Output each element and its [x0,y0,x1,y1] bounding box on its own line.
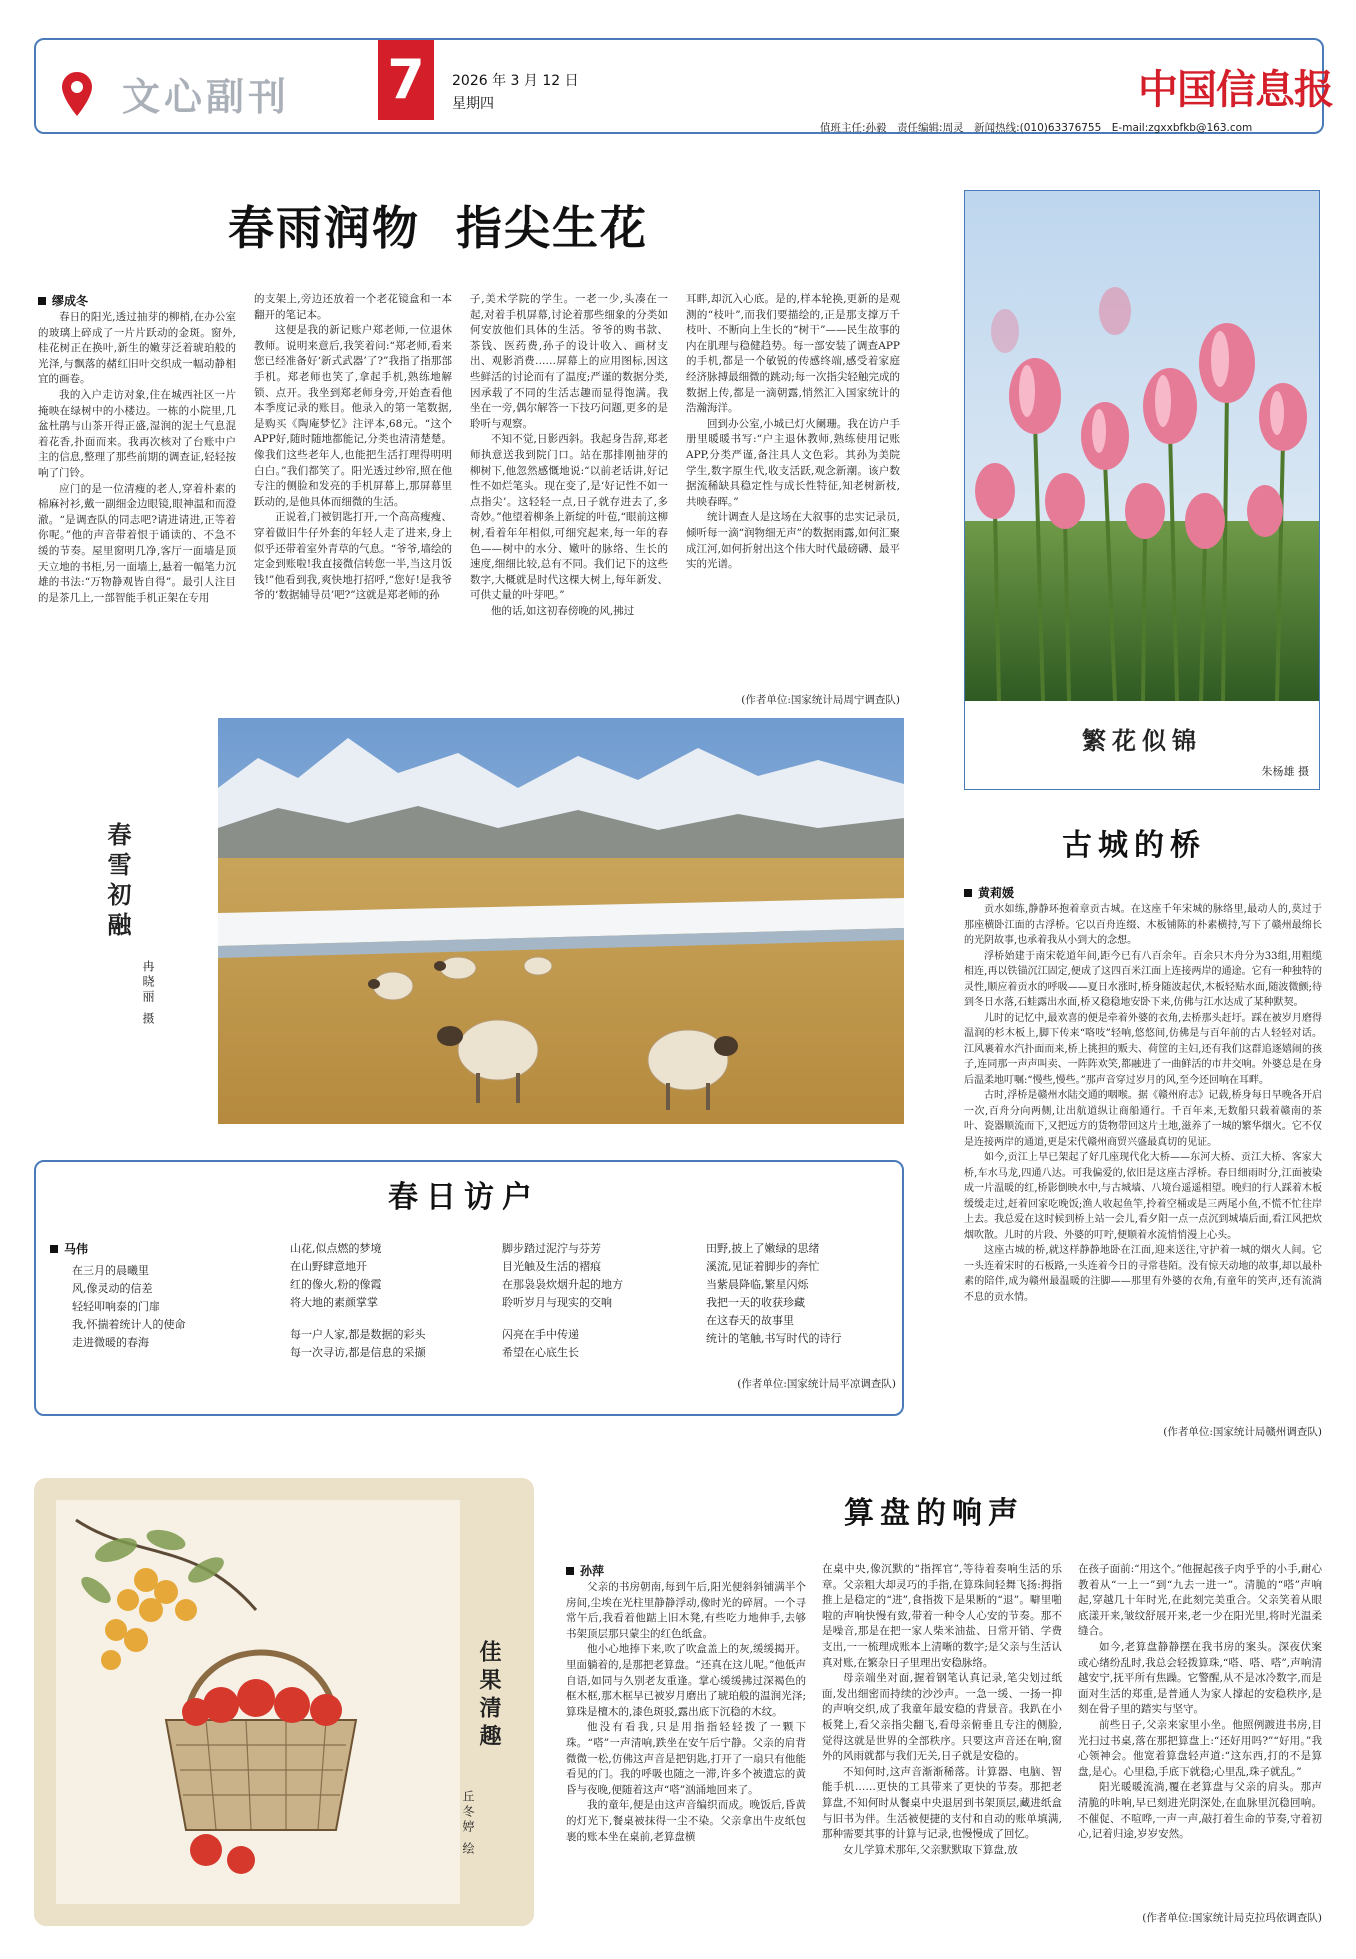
fruit-painting [56,1500,460,1904]
snow-credit: 冉晓丽 摄 [141,960,155,1027]
snow-caption: 春雪初融 [103,822,132,942]
issue-date: 2026 年 3 月 12 日 [452,73,579,89]
tulip-photo-frame [964,190,1320,790]
snow-photo [218,718,904,1124]
newspaper-logo: 中国信息报 [1138,66,1333,113]
fruit-credit: 丘冬婷 绘 [461,1790,475,1857]
poem-column-3: 脚步踏过泥泞与芬芳 目光触及生活的褶痕 在那袅袅炊烟升起的地方 聆听岁月与现实的交响 闪亮在手中传递 希望在心底生长 [502,1242,623,1359]
article1-column-1: 春日的阳光,透过抽芽的柳梢,在办公室的玻璃上碎成了一片片跃动的金斑。窗外,桂花树正在换叶,新生的嫩芽泛着琥珀般的光泽,与飘落的赭红旧叶交织成一幅动静相宜的画卷。 我的入户走访对象,住在城西社区一片掩映在绿树中的小楼边。一栋的小院里,几盆杜鹃与山茶开得正盛,湿润的泥土气息混着花香,扑面而来。我再次核对了台账中户主的信息,整理了那些前期的调查证,轻轻按响了门铃。 应门的是一位清瘦的老人,穿着朴素的棉麻衬衫,戴一副细金边眼镜,眼神温和而澄澈。“是调查队的同志吧?请进请进,正等着你呢。”他的声音带着恨于诵读的、不急不缓的节奏。屋里窗明几净,客厅一面墙是顶天立地的书柜,另一面墙上,悬着一幅笔力沉雄的书法:“万物静观皆自得”。最引人注目的是茶几上,一部智能手机正架在专用 [38,311,236,604]
abacus-note: (作者单位:国家统计局克拉玛依调查队) [1142,1912,1322,1924]
bridge-note: (作者单位:国家统计局赣州调查队) [1163,1426,1322,1438]
bridge-body: 贡水如练,静静环抱着章贡古城。在这座千年宋城的脉络里,最动人的,莫过于那座横卧江面的古浮桥。它以百舟连缀、木板铺陈的朴素横持,写下了赣州最绵长的光阴故事,也承着我从小到大的念想。 浮桥始建于南宋乾道年间,距今已有八百余年。百余只木舟分为33组,用粗缆相连,再以铁锚沉江固定,便成了这四百米江面上连接两岸的通途。它有一种独特的灵性,顺应着贡水的呼吸——夏日水涨时,桥身随波起伏,木板轻贴水面,随波微颤;待到冬日水落,石蛙露出水面,桥又稳稳地安卧下来,仿佛与江水达成了某种默契。 儿时的记忆中,最欢喜的便是牵着外婆的衣角,去桥那头赶圩。踩在被岁月磨得温润的杉木板上,脚下传来“咯吱”轻响,悠悠间,仿佛是与百年前的古人轻轻对话。江风裹着水汽扑面而来,桥上挑担的贩夫、荷筐的主妇,还有我们这群追逐嬉闹的孩子,连同那一声声叫卖、一阵阵欢笑,都融进了一曲鲜活的市井交响。外婆总是在身后温柔地叮嘱:“慢些,慢些。”那声音穿过岁月的风,至今还回响在耳畔。 古时,浮桥是赣州水陆交通的咽喉。据《赣州府志》记载,桥身每日早晚各开启一次,百舟分向两侧,让出航道纵让商船通行。千百年来,无数船只载着赣南的茶叶、瓷器顺流而下,又把远方的货物带回这片土地,滋养了一城的繁华烟火。它不仅是连接两岸的通道,更是宋代赣州商贸兴盛最真切的见证。 如今,贡江上早已架起了好几座现代化大桥——东河大桥、贡江大桥、客家大桥,车水马龙,四通八达。可我偏爱的,依旧是这座古浮桥。春日细雨时分,江面被染成一片温暖的红,桥影倒映水中,与古城墙、八境台遥遥相望。晚归的行人踩着木板缓缓走过,赶着回家吃晚饭;渔人收起鱼竿,拎着空桶或是三两尾小鱼,不慌不忙往岸上去。我总爱在这时候到桥上站一会儿,看夕阳一点一点沉到城墙后面,看江风把炊烟吹散。儿时的片段、外婆的叮咛,便顺着水流悄悄漫上心头。 这座古城的桥,就这样静静地卧在江面,迎来送往,守护着一城的烟火人间。它一头连着宋时的石板路,一头连着今日的寻常巷陌。没有惊天动地的故事,却以最朴素的陪伴,成为赣州最温暖的注脚——那里有外婆的衣角,有童年的笑声,还有流淌不息的贡水情。 [964,904,1322,1303]
tulip-caption: 繁花似锦 [1082,726,1202,755]
poem-title: 春日访户 [388,1180,540,1215]
page-number-badge [378,40,434,120]
issue-weekday: 星期四 [452,96,494,112]
page-number: 7 [387,48,425,111]
location-pin-icon [60,70,94,118]
bridge-author: 黄莉媛 [964,884,1014,901]
poem-note: (作者单位:国家统计局平凉调查队) [737,1378,896,1390]
editor-info: 值班主任:孙毅 责任编辑:周灵 新闻热线:(010)63376755 E-mail:zgxxbfkb@163.com [820,122,1253,134]
article1-column-2: 的支架上,旁边还放着一个老花镜盒和一本翻开的笔记本。 这便是我的新记账户郑老师,一位退休教师。说明来意后,我笑着问:“郑老师,看来您已经准备好‘新式武器’了?”我指了指那部手机。郑老师也笑了,拿起手机,熟练地解锁、点开。我坐到郑老师身旁,开始查看他本季度记录的账目。他录入的第一笔数据,是购买《陶庵梦忆》注评本,68元。“这个APP好,随时随地都能记,分类也清清楚楚。像我们这些老年人,也能把生活打理得明明白白。”我们都笑了。阳光透过纱帘,照在他专注的侧脸和发亮的手机屏幕上,那屏幕里跃动的,是他具体而细微的生活。 正说着,门被钥匙打开,一个高高瘦瘦、穿着做旧牛仔外套的年轻人走了进来,身上似乎还带着室外青草的气息。“爷爷,墙绘的定金到账啦!我直接微信转您一半,当这月饭钱!”他看到我,爽快地打招呼,“您好!是我爷爷的‘数据辅导员’吧?”这就是郑老师的孙 [254,293,452,602]
abacus-column-1: 父亲的书房朝南,每到午后,阳光便斜斜铺满半个房间,尘埃在光柱里静静浮动,像时光的碎屑。一个寻常午后,我看着他踮上旧木凳,有些吃力地伸手,去够书架顶层那只蒙尘的红色纸盒。 他小心地捧下来,吹了吹盒盖上的灰,缓缓揭开。里面躺着的,是那把老算盘。“还真在这儿呢。”他低声自语,如同与久别老友重逢。掌心缓缓拂过深褐色的框木框,那木框早已被岁月磨出了琥珀般的温润光泽;算珠是檀木的,漆色斑驳,露出底下沉稳的木纹。 他没有看我,只是用指指轻轻拨了一颗下珠。“嗒”一声清响,跌坐在安午后宁静。父亲的肩背微微一松,仿佛这声音是把钥匙,打开了一扇只有他能看见的门。我的呼吸也随之一滞,许多个被遗忘的黄昏与夜晚,便随着这声“嗒”汹涌地回来了。 我的童年,便是由这声音编织而成。晚饭后,昏黄的灯光下,餐桌被抹得一尘不染。父亲拿出牛皮纸包裹的账本坐在桌前,老算盘横 [566,1581,806,1843]
article1-column-4: 耳畔,却沉入心底。是的,样本轮换,更新的是观测的“枝叶”,而我们要描绘的,正是那支撑万千枝叶、不断向上生长的“树干”——民生故事的内在肌理与稳健趋势。每一部安装了调查APP的手机,都是一个敏锐的传感终端,感受着家庭经济脉搏最细微的跳动;每一次指尖轻触完成的数据上传,都是一滴朝露,悄然汇入国家统计的浩瀚海洋。 回到办公室,小城已灯火阑珊。我在访户手册里暖暖书写:“户主退休教师,熟练使用记账APP,分类严谨,备注具人文色彩。其孙为美院学生,数字原生代,收支活跃,观念新潮。该户数据流稀缺具稳定性与成长性特征,知老树新枝,共映春晖。” 统计调查人是这场在大叙事的忠实记录员,倾听每一滴“润物细无声”的数据雨露,如何汇聚成江河,如何折射出这个伟大时代最磅礴、最平实的光谱。 [686,293,900,571]
section-title: 文心副刊 [122,74,291,119]
poem-column-1: 在三月的晨曦里 风,像灵动的信差 轻轻叩响泰的门扉 我,怀揣着统计人的使命 走进微暖的春海 [72,1264,186,1349]
abacus-column-2: 在桌中央,像沉默的“指挥官”,等待着奏响生活的乐章。父亲粗大却灵巧的手指,在算珠间轻舞飞扬:拇指推上是稳定的“进”,食指拨下是果断的“退”。噼里啪啦的声响快慢有致,带着一种令人心安的节奏。那不是噪音,那是在把一家人柴米油盐、日常开销、学费支出,一一梳理成账本上清晰的数字;是父亲与生活认真对账,在繁杂日子里理出安稳脉络。 母亲端坐对面,握着钢笔认真记录,笔尖划过纸面,发出细密而持续的沙沙声。一急一缓、一扬一抑的声响交织,成了我童年最安稳的背景音。我趴在小板凳上,看父亲指尖翻飞,看母亲俯垂且专注的侧脸,觉得这就是世界的全部秩序。只要这声音还在响,窗外的风雨就都与我们无关,日子就是安稳的。 不知何时,这声音渐渐稀落。计算器、电脑、智能手机……更快的工具带来了更快的节奏。那把老算盘,不知何时从餐桌中央退居到书架顶层,藏进纸盒与旧书为伴。生活被便捷的支付和自动的账单填满,那种需要其事的计算与记录,也慢慢成了回忆。 女儿学算术那年,父亲默默取下算盘,放 [822,1563,1062,1856]
fruit-caption: 佳果清趣 [476,1640,502,1752]
poem-author: 马伟 [50,1240,88,1257]
poem-column-4: 田野,披上了嫩绿的思绪 溪流,见证着脚步的奔忙 当紫晨降临,繁星闪烁 我把一天的收获珍藏 在这春天的故事里 统计的笔触,书写时代的诗行 [706,1242,842,1345]
bridge-title: 古城的桥 [1062,828,1206,863]
tulip-credit: 朱杨雄 摄 [1261,765,1309,778]
poem-column-2: 山花,似点燃的梦境 在山野肆意地开 红的像火,粉的像霞 将大地的素颜掌掌 每一户人家,都是数据的彩头 每一次寻访,都是信息的采撷 [290,1242,426,1359]
abacus-title: 算盘的响声 [844,1496,1024,1531]
tulip-photo [965,191,1319,701]
abacus-column-3: 在孩子面前:“用这个。”他握起孩子肉乎乎的小手,耐心教着从“一上一”到“九去一进一”。清脆的“嗒”声响起,穿越几十年时光,在此刻完美重合。父亲笑着从眼底漾开来,皱纹舒展开来,老一少在阳光里,将时光温柔缝合。 如今,老算盘静静摆在我书房的案头。深夜伏案或心绪纷乱时,我总会轻拨算珠,“嗒、嗒、嗒”,声响清越安宁,抚平所有焦躁。它警醒,从不是冰冷数字,而是面对生活的郑重,是普通人为家人撑起的安稳秩序,是刻在骨子里的踏实与坚守。 前些日子,父亲来家里小坐。他照例踱进书房,目光扫过书桌,落在那把算盘上:“还好用吗?”“好用。”我心领神会。他宽着算盘轻声道:“这东西,打的不是算盘,是心。心里稳,手底下就稳;心里乱,珠子就乱。” 阳光暖暖流淌,覆在老算盘与父亲的肩头。那声清脆的咔响,早已刻进光阴深处,在血脉里沉稳回响。不催促、不喧哗,一声一声,敲打着生命的节奏,守着初心,记着归途,岁岁安然。 [1078,1563,1322,1841]
article1-column-3: 子,美术学院的学生。一老一少,头凑在一起,对着手机屏幕,讨论着那些细象的分类如何安放他们具体的生活。爷爷的购书款、茶钱、医药费,孙子的设计收入、画材支出、观影消费……屏幕上的应用图标,因这些鲜活的讨论而有了温度;严谨的数据分类,因承载了不同的生活志趣而显得饱满。我坐在一旁,偶尔解答一下技巧问题,更多的是聆听与观察。 不知不觉,日影西斜。我起身告辞,郑老师执意送我到院门口。站在那排刚抽芽的柳树下,他忽然感慨地说:“以前老话讲,好记性不如烂笔头。现在变了,是‘好记性不如一点指尖’。这轻轻一点,日子就存进去了,多奇妙。”他望着柳条上新绽的叶苞,“眼前这柳树,看着年年相似,可细究起来,每一年的春色——树中的水分、嫩叶的脉络、生长的速度,细细比较,总有不同。我们记下的这些数字,大概就是时代这棵大树上,每年新发、可供丈量的叶芽吧。” 他的话,如这初春傍晚的风,拂过 [470,293,668,617]
article1-note: (作者单位:国家统计局周宁调查队) [741,694,900,706]
article1-title: 春雨润物 指尖生花 [228,201,649,255]
abacus-author: 孙萍 [566,1562,604,1579]
article1-author: 缪成冬 [38,292,88,309]
